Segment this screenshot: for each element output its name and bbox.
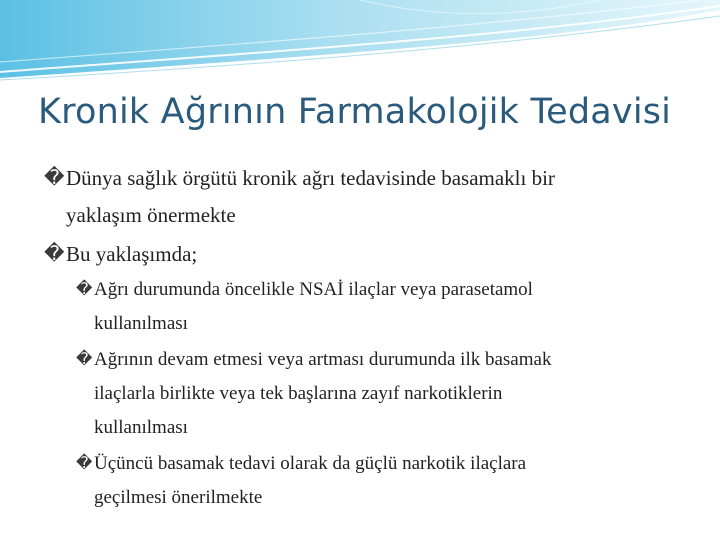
bullet-text-line: Üçüncü basamak tedavi olarak da güçlü narkotik ilaçlara <box>94 453 527 474</box>
bullet-item <box>44 236 704 273</box>
bullet-text-line: Dünya sağlık örgütü kronik ağrı tedavisinde basamaklı bir <box>66 166 555 190</box>
header-wave-decoration <box>0 0 720 90</box>
sub-bullet-item <box>44 447 704 515</box>
bullet-text-line: Ağrı durumunda öncelikle NSAİ ilaçlar veya parasetamol <box>94 279 533 300</box>
bullet-text-line: Bu yaklaşımda; <box>66 242 198 266</box>
bullet-text-line: ilaçlarla birlikte veya tek başlarına zayıf narkotiklerin <box>94 383 503 404</box>
bullet-icon: � <box>76 455 93 472</box>
bullet-icon: � <box>76 351 93 368</box>
bullet-item <box>44 160 704 234</box>
sub-bullet-item <box>44 343 704 445</box>
bullet-text-line: kullanılması <box>94 417 188 438</box>
bullet-text-line: kullanılması <box>94 313 188 334</box>
bullet-icon: � <box>76 281 93 298</box>
slide-title: Kronik Ağrının Farmakolojik Tedavisi <box>38 92 672 132</box>
bullet-text-line: yaklaşım önermekte <box>66 203 236 227</box>
bullet-icon: � <box>44 243 65 265</box>
bullet-icon: � <box>44 167 65 189</box>
bullet-text-line: Ağrının devam etmesi veya artması durumunda ilk basamak <box>94 349 552 370</box>
slide-content <box>44 160 704 515</box>
bullet-text-line: geçilmesi önerilmekte <box>94 487 263 508</box>
sub-bullet-item <box>44 273 704 341</box>
